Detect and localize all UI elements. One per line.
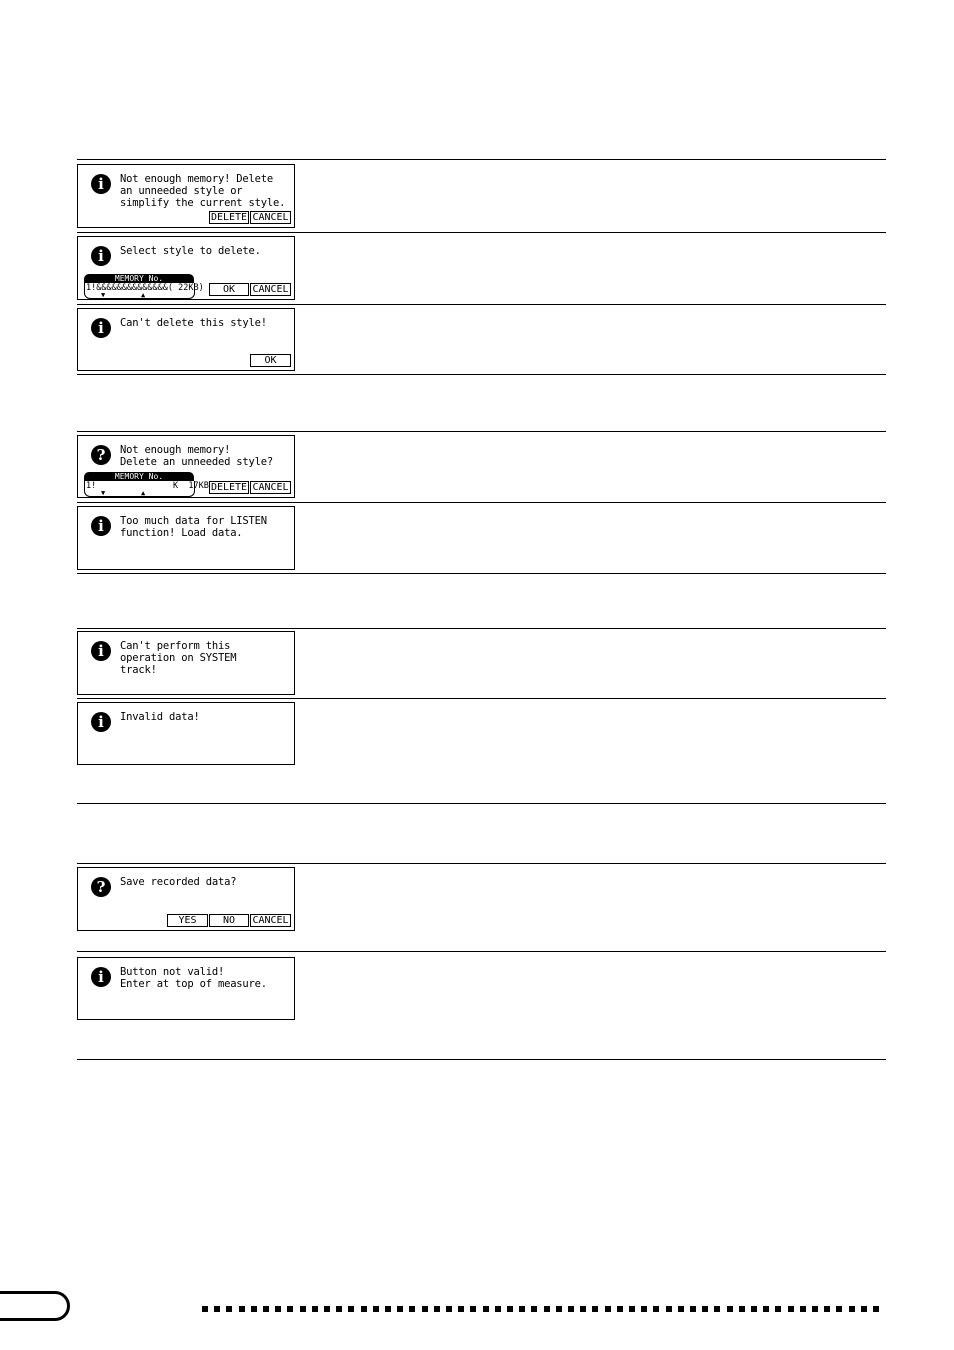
message-text: Not enough memory! Delete an unneeded style? <box>120 444 274 468</box>
section-rule <box>77 232 886 233</box>
footer-dot <box>202 1306 208 1312</box>
down-arrow-icon: ▼ <box>101 489 106 497</box>
page-number-tab <box>0 1291 70 1321</box>
footer-dot <box>836 1306 842 1312</box>
section-rule <box>77 431 886 432</box>
section-rule <box>77 1059 886 1060</box>
lcd-message-save-recorded <box>77 867 295 931</box>
up-arrow-icon: ▲ <box>141 489 146 497</box>
footer-dot <box>763 1306 769 1312</box>
info-icon: i <box>91 318 111 338</box>
footer-dot <box>751 1306 757 1312</box>
cancel-button[interactable]: CANCEL <box>250 211 291 224</box>
down-arrow-icon: ▼ <box>101 291 106 299</box>
footer-dot <box>690 1306 696 1312</box>
footer-dot <box>214 1306 220 1312</box>
footer-dot <box>788 1306 794 1312</box>
section-rule <box>77 698 886 699</box>
lcd-message-invalid-data <box>77 702 295 765</box>
footer-dot <box>592 1306 598 1312</box>
footer-dot <box>263 1306 269 1312</box>
footer-dot <box>812 1306 818 1312</box>
footer-dot <box>495 1306 501 1312</box>
footer-dot <box>312 1306 318 1312</box>
memory-label: MEMORY No. <box>84 274 194 283</box>
footer-dot <box>739 1306 745 1312</box>
delete-button[interactable]: DELETE <box>210 482 248 493</box>
footer-dot <box>580 1306 586 1312</box>
no-button[interactable]: NO <box>209 914 249 927</box>
section-rule <box>77 573 886 574</box>
footer-dot <box>727 1306 733 1312</box>
lcd-message-select-style <box>77 236 295 300</box>
footer-dot <box>861 1306 867 1312</box>
cancel-button[interactable]: CANCEL <box>250 283 291 296</box>
footer-dot <box>373 1306 379 1312</box>
footer-dot <box>434 1306 440 1312</box>
section-rule <box>77 304 886 305</box>
footer-dot <box>519 1306 525 1312</box>
footer-dot <box>507 1306 513 1312</box>
message-text: Button not valid! Enter at top of measure. <box>120 966 267 990</box>
footer-dot <box>251 1306 257 1312</box>
footer-dot <box>653 1306 659 1312</box>
footer-dot <box>873 1306 879 1312</box>
yes-button[interactable]: YES <box>167 914 208 927</box>
footer-dot <box>775 1306 781 1312</box>
info-icon: i <box>91 516 111 536</box>
message-text: Too much data for LISTEN function! Load data. <box>120 515 267 539</box>
footer-dot <box>568 1306 574 1312</box>
footer-dot <box>300 1306 306 1312</box>
footer-dot <box>470 1306 476 1312</box>
delete-button[interactable]: DELETE <box>210 212 248 223</box>
cancel-button[interactable]: CANCEL <box>250 914 291 927</box>
info-icon: i <box>91 174 111 194</box>
footer-dot <box>324 1306 330 1312</box>
footer-dot <box>446 1306 452 1312</box>
message-text: Save recorded data? <box>120 876 237 888</box>
up-arrow-icon: ▲ <box>141 291 146 299</box>
memory-value: 1!&&&&&&&&&&&&&&( 22KB) <box>84 283 195 299</box>
message-text: Not enough memory! Delete an unneeded style or simplify the current style. <box>120 173 286 209</box>
ok-button[interactable]: OK <box>209 283 249 296</box>
footer-dot <box>702 1306 708 1312</box>
footer-dot <box>226 1306 232 1312</box>
footer-dot <box>361 1306 367 1312</box>
footer-dot <box>239 1306 245 1312</box>
cancel-button[interactable]: CANCEL <box>250 481 291 494</box>
footer-dot <box>641 1306 647 1312</box>
lcd-message-cant-perform <box>77 631 295 695</box>
memory-label: MEMORY No. <box>84 472 194 481</box>
footer-dot <box>544 1306 550 1312</box>
footer-dot <box>556 1306 562 1312</box>
info-icon: i <box>91 246 111 266</box>
footer-dot <box>666 1306 672 1312</box>
lcd-message-button-not-valid <box>77 957 295 1020</box>
footer-dot <box>348 1306 354 1312</box>
lcd-message-cant-delete <box>77 308 295 371</box>
footer-dot <box>678 1306 684 1312</box>
footer-dot <box>714 1306 720 1312</box>
footer-dot <box>629 1306 635 1312</box>
info-icon: i <box>91 967 111 987</box>
info-icon: i <box>91 712 111 732</box>
info-icon: i <box>91 641 111 661</box>
footer-dot <box>617 1306 623 1312</box>
footer-dot <box>275 1306 281 1312</box>
question-icon: ? <box>91 445 111 465</box>
section-rule <box>77 628 886 629</box>
footer-dot <box>849 1306 855 1312</box>
message-text: Can't perform this operation on SYSTEM track! <box>120 640 237 676</box>
section-rule <box>77 159 886 160</box>
footer-dot <box>483 1306 489 1312</box>
footer-dotted-line <box>202 1306 888 1312</box>
footer-dot <box>397 1306 403 1312</box>
section-rule <box>77 502 886 503</box>
footer-dot <box>336 1306 342 1312</box>
memory-selector[interactable] <box>84 472 209 498</box>
footer-dot <box>409 1306 415 1312</box>
footer-dot <box>800 1306 806 1312</box>
footer-dot <box>824 1306 830 1312</box>
ok-button[interactable]: OK <box>250 354 291 367</box>
section-rule <box>77 951 886 952</box>
section-rule <box>77 374 886 375</box>
message-text: Select style to delete. <box>120 245 261 257</box>
section-rule <box>77 863 886 864</box>
footer-dot <box>458 1306 464 1312</box>
footer-dot <box>605 1306 611 1312</box>
footer-dot <box>385 1306 391 1312</box>
memory-selector[interactable] <box>84 274 204 300</box>
footer-dot <box>287 1306 293 1312</box>
message-text: Can't delete this style! <box>120 317 267 329</box>
lcd-message-not-enough-memory <box>77 164 295 228</box>
footer-dot <box>422 1306 428 1312</box>
footer-dot <box>531 1306 537 1312</box>
section-rule <box>77 803 886 804</box>
message-text: Invalid data! <box>120 711 200 723</box>
memory-value: 1! K 17KB <box>84 481 195 497</box>
lcd-message-too-much-data <box>77 506 295 570</box>
lcd-message-delete-unneeded-style <box>77 435 295 498</box>
question-icon: ? <box>91 877 111 897</box>
